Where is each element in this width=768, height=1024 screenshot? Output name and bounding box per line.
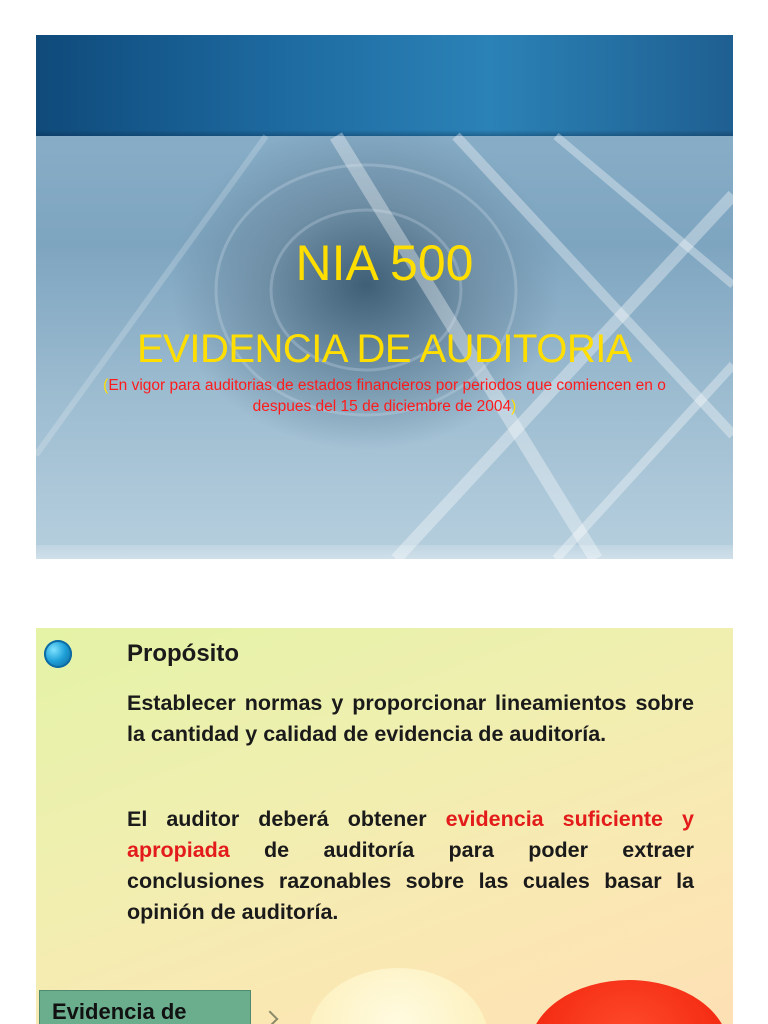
slide-subtitle: EVIDENCIA DE AUDITORIA	[136, 327, 633, 371]
bottom-strip	[36, 545, 733, 559]
arrow-icon	[262, 1011, 279, 1024]
purpose-paragraph: Establecer normas y proporcionar lineamientos sobre la cantidad y calidad de evidencia de auditoría.	[127, 691, 694, 746]
note-open-paren: (	[103, 377, 109, 394]
red-circle-shape	[529, 980, 729, 1024]
bullet-ball-icon	[44, 640, 72, 668]
note-close-paren: )	[511, 398, 517, 415]
highlighted-phrase: evidencia suficiente y apropiada	[127, 807, 694, 862]
auditor-paragraph-start: El auditor deberá obtener	[127, 807, 446, 831]
note-text: En vigor para auditorias de estados financieros por periodos que comiencen en o despues del 15 de diciembre de 2004	[108, 377, 666, 415]
title-slide	[36, 35, 733, 559]
effective-date-note	[76, 375, 693, 417]
section-heading: Propósito	[127, 640, 239, 667]
evidence-box	[39, 990, 251, 1024]
auditor-paragraph-end: de auditoría para poder extraer conclusiones razonables sobre las cuales basar la opinión de auditoría.	[127, 838, 694, 924]
evidence-box-label: Evidencia de	[52, 999, 187, 1024]
slide-title: NIA 500	[295, 235, 474, 291]
auditor-paragraph	[127, 804, 694, 928]
cream-circle-shape	[308, 968, 488, 1024]
purpose-slide	[36, 628, 733, 1024]
background-grid-decoration	[36, 35, 733, 559]
